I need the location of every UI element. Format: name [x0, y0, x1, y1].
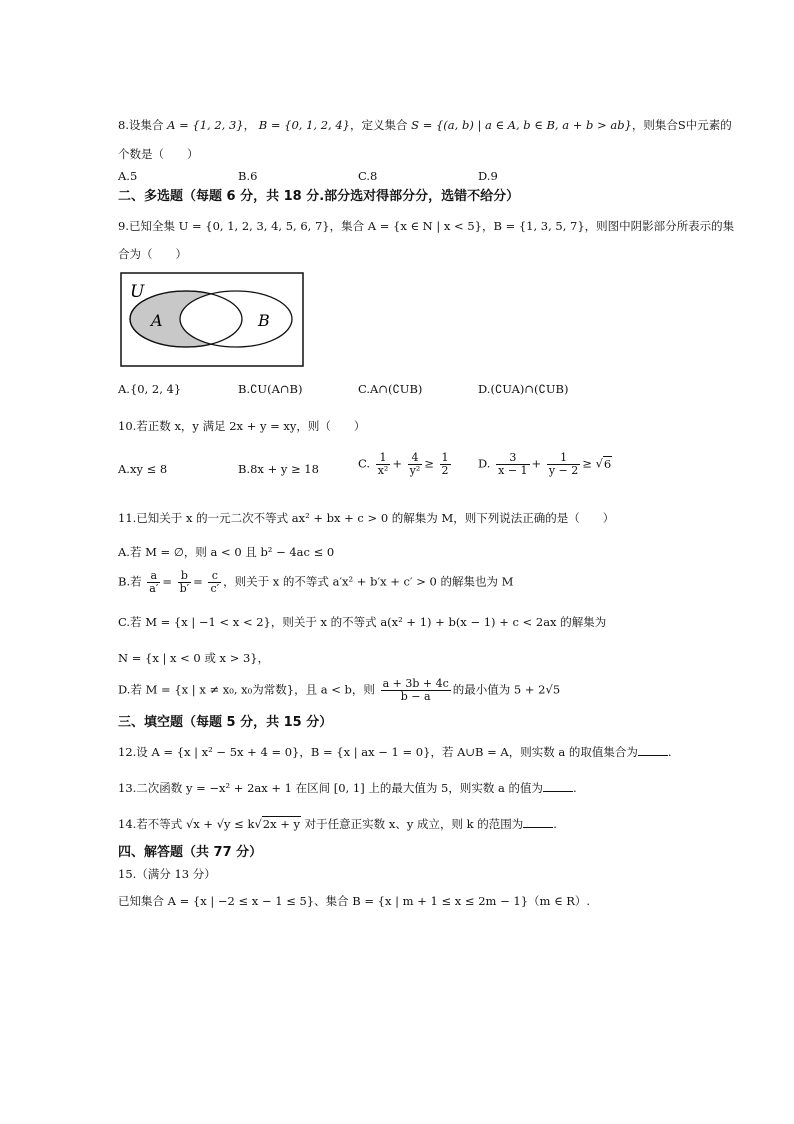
answer-blank [638, 744, 668, 756]
fraction: $\frac{3}{x - 1}$ [498, 451, 528, 477]
q8-option-c: C.8 [358, 169, 378, 183]
q9-option-d: D.(∁UA)∩(∁UB) [478, 382, 569, 396]
fraction: $\frac{1}{2}$ [441, 451, 449, 477]
section-heading-multiple-choice: 二、多选题（每题 6 分，共 18 分.部分选对得部分分，选错不给分） [118, 189, 520, 204]
q10-option-c: C. $\frac{1}{\text{x²}}$ + $\frac{4}{\text{y²}}$ ≥ $\frac{1}{2}$ [358, 451, 449, 477]
fraction: $\frac{a}{a'}$ [149, 569, 159, 595]
q13: 13.二次函数 y = −x² + 2ax + 1 在区间 [0, 1] 上的最大值为 5，则实数 a 的值为 . [118, 781, 577, 795]
q9-option-b: B.∁U(A∩B) [238, 382, 303, 396]
section-heading-fill-in: 三、填空题（每题 5 分，共 15 分） [118, 715, 333, 730]
q11-option-b: B.若 $\frac{a}{a'}$ = $\frac{b}{b'}$ = $\frac{c}{c'}$ ，则关于 x 的不等式 a′x² + b′x + c′ > 0 的解集也为 M [118, 569, 514, 595]
q15-body: 已知集合 A = {x | −2 ≤ x − 1 ≤ 5}、集合 B = {x | m + 1 ≤ x ≤ 2m − 1}（m ∈ R）. [118, 894, 591, 908]
q10-option-b: B.8x + y ≥ 18 [238, 462, 319, 476]
q8-line1: 8.设集合 A = {1, 2, 3}， B = {0, 1, 2, 4}，定义集合 S = {(a, b) | a ∈ A, b ∈ B, a + b > ab}，则集合S中元素的 [118, 118, 732, 132]
q14: 14.若不等式 √x + √y ≤ k√2x + y 对于任意正实数 x、y 成立，则 k 的范围为 . [118, 817, 557, 831]
q10-stem: 10.若正数 x，y 满足 2x + y = xy，则（ ） [118, 419, 366, 433]
fraction: $\frac{c}{c'}$ [210, 569, 220, 595]
q9-option-a: A.{0, 2, 4} [118, 382, 182, 396]
q11-option-d: D.若 M = {x | x ≠ x₀, x₀为常数}，且 a < b，则 $\frac{a + 3b + 4c}{b - a}$ 的最小值为 5 + 2√5 [118, 677, 561, 703]
q11-option-a: A.若 M = ∅，则 a < 0 且 b² − 4ac ≤ 0 [118, 545, 335, 559]
fraction: $\frac{1}{\text{x²}}$ [377, 451, 389, 477]
q9-option-c: C.A∩(∁UB) [358, 382, 423, 396]
q10-option-d: D. $\frac{3}{x - 1}$ + $\frac{1}{y - 2}$ ≥ √6 [478, 451, 612, 477]
answer-blank [543, 780, 573, 792]
q8-line2: 个数是（ ） [118, 147, 199, 161]
fraction: $\frac{b}{b'}$ [179, 569, 190, 595]
q11-option-c-line2: N = {x | x < 0 或 x > 3}， [118, 651, 270, 665]
q11-stem: 11.已知关于 x 的一元二次不等式 ax² + bx + c > 0 的解集为 M，则下列说法正确的是（ ） [118, 511, 615, 525]
universe-label: U [130, 282, 145, 302]
q9-line1: 9.已知全集 U = {0, 1, 2, 3, 4, 5, 6, 7}，集合 A = {x ∈ N | x < 5}，B = {1, 3, 5, 7}，则图中阴影部分所表示的集 [118, 219, 735, 233]
set-b-label: B [258, 311, 270, 330]
q11-option-c-line1: C.若 M = {x | −1 < x < 2}，则关于 x 的不等式 a(x² + 1) + b(x − 1) + c < 2ax 的解集为 [118, 615, 607, 629]
q9-line2: 合为（ ） [118, 247, 187, 261]
fraction: $\frac{4}{\text{y²}}$ [409, 451, 421, 477]
q8-option-d: D.9 [478, 169, 498, 183]
set-b-ellipse [180, 291, 292, 347]
venn-diagram [120, 272, 305, 368]
section-heading-solutions: 四、解答题（共 77 分） [118, 845, 263, 860]
q8-option-a: A.5 [118, 169, 138, 183]
q8-option-b: B.6 [238, 169, 258, 183]
answer-blank [523, 816, 553, 828]
fraction: $\frac{1}{y - 2}$ [548, 451, 579, 477]
q12: 12.设 A = {x | x² − 5x + 4 = 0}，B = {x | ax − 1 = 0}，若 A∪B = A，则实数 a 的取值集合为 . [118, 745, 672, 759]
fraction: $\frac{a + 3b + 4c}{b - a}$ [382, 677, 449, 703]
q15-head: 15.（满分 13 分） [118, 867, 216, 881]
q10-option-a: A.xy ≤ 8 [118, 462, 168, 476]
set-a-label: A [151, 311, 163, 330]
